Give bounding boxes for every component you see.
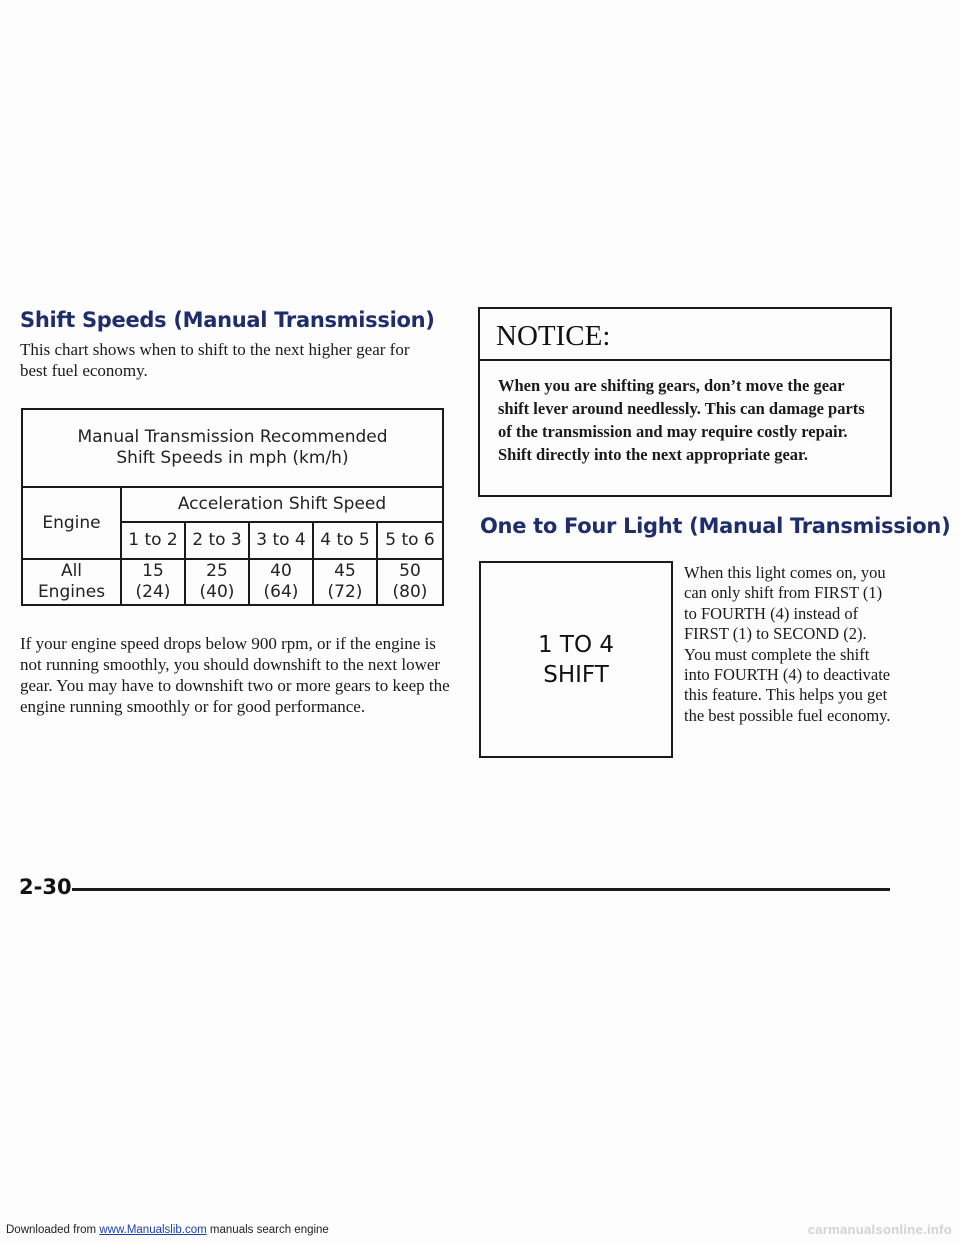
watermark: carmanualsonline.info: [807, 1222, 952, 1237]
one-to-four-shift-indicator: [479, 561, 673, 758]
mph-value: 45: [334, 561, 356, 581]
footer-rule: [72, 888, 890, 891]
table-caption-line2: Shift Speeds in mph (km/h): [116, 448, 349, 468]
kmh-value: (80): [392, 582, 428, 602]
download-prefix: Downloaded from: [6, 1224, 97, 1236]
acceleration-header: Acceleration Shift Speed: [177, 494, 387, 514]
mph-value: 25: [206, 561, 228, 581]
mph-value: 50: [399, 561, 421, 581]
column-header: 4 to 5: [320, 530, 370, 550]
kmh-value: (24): [135, 582, 171, 602]
notice-text: When you are shifting gears, don’t move the gear shift lever around needlessly. This can damage parts of the transmission and may require costly repair. Shift directly into the next appropriate gear.: [498, 376, 865, 464]
engine-header: Engine: [42, 512, 101, 533]
table-cell: [122, 560, 184, 604]
table-caption: [23, 410, 442, 486]
section-title-shift-speeds: Shift Speeds (Manual Transmission): [20, 308, 435, 332]
notice-title: NOTICE:: [496, 320, 611, 352]
kmh-value: (64): [263, 582, 299, 602]
column-header: 1 to 2: [128, 530, 178, 550]
row-label: [23, 560, 120, 604]
mph-value: 40: [270, 561, 292, 581]
download-footer: [6, 1224, 329, 1236]
kmh-value: (72): [327, 582, 363, 602]
row-label-line1: All: [60, 561, 83, 581]
indicator-line2: SHIFT: [543, 661, 609, 688]
download-suffix: manuals search engine: [209, 1224, 329, 1236]
shift-speeds-intro: This chart shows when to shift to the next higher gear for best fuel economy.: [20, 340, 410, 380]
table-cell: [378, 560, 442, 604]
shift-speed-table: [21, 408, 444, 606]
one-to-four-paragraph: When this light comes on, you can only shift from FIRST (1) to FOURTH (4) instead of FIRST (1) to SECOND (2). You must complete the shift into FOURTH (4) to deactivate this feature. This helps you get the best possible fuel economy.: [684, 563, 891, 725]
table-caption-line1: Manual Transmission Recommended: [77, 427, 388, 447]
manualslib-link[interactable]: www.Manualslib.com: [99, 1224, 207, 1236]
section-title-one-to-four-light: One to Four Light (Manual Transmission): [480, 514, 951, 538]
column-header: 5 to 6: [385, 530, 435, 550]
row-label-line2: Engines: [37, 582, 106, 602]
notice-box: [478, 307, 892, 497]
mph-value: 15: [142, 561, 164, 581]
kmh-value: (40): [199, 582, 235, 602]
downshift-paragraph: If your engine speed drops below 900 rpm, or if the engine is not running smoothly, you should downshift to the next lower gear. You may have to downshift two or more gears to keep the engine running smoothly or for good performance.: [20, 634, 450, 716]
column-header: 2 to 3: [192, 530, 242, 550]
table-cell: [250, 560, 312, 604]
table-cell: [186, 560, 248, 604]
page-number: 2-30: [19, 875, 72, 899]
indicator-line1: 1 TO 4: [537, 631, 615, 658]
table-cell: [314, 560, 376, 604]
notice-divider: [480, 359, 890, 361]
column-header: 3 to 4: [256, 530, 306, 550]
